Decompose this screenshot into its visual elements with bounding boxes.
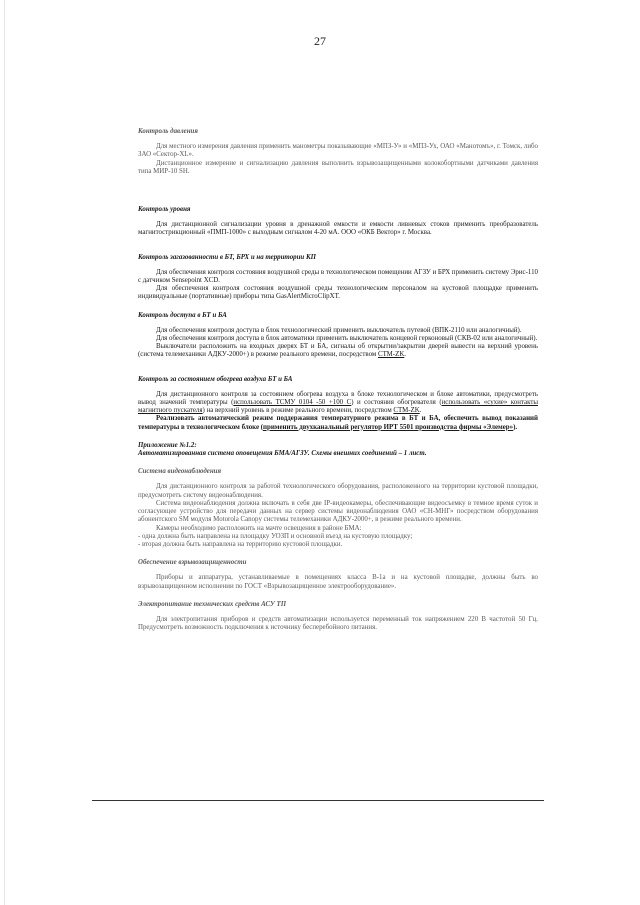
section-gas	[138, 254, 538, 302]
document-body	[138, 128, 538, 642]
section-pressure	[138, 128, 538, 176]
section-explosion-protection	[138, 559, 538, 591]
appendix-subtitle: Автоматизированная система оповещения БМА/АГЗУ. Схемы внешних соединений – 1 лист.	[138, 450, 427, 458]
section-heading: Контроль за состоянием обогрева воздуха БТ и БА	[138, 375, 293, 383]
reference-link: использовать «сухие» контакты магнитного пускателя	[138, 399, 538, 415]
reference-link: СТМ-ZK	[377, 351, 405, 359]
reference-link: применить двухканальный регулятор ИРТ 5501 производства фирмы «Элемер»	[263, 423, 514, 431]
appendix-title: Приложение №1.2:	[138, 441, 197, 449]
paragraph	[138, 415, 538, 431]
footer-divider	[92, 800, 544, 801]
paragraph: Для местного измерения давления применить манометры показывающие «МПЗ-У» и «МПЗ-Ух, ОАО «Манотомъ», г. Томск, либо ЗАО «Сектор-XL».	[138, 143, 538, 159]
section-heading: Контроль давления	[138, 128, 198, 135]
paragraph: Для обеспечения контроля доступа в блок технологический применить выключатель путевой (ВПК-2110 или аналогичный).	[156, 326, 522, 334]
paragraph: Для обеспечения контроля состояния воздушной среды в технологическом помещении АГЗУ и БРХ применить систему Эрис-110 с датчиком Sensepoint XCD.	[138, 268, 538, 285]
paragraph: Дистанционное измерение и сигнализацию давления выполнить взрывозащищенными колокобортными датчиками давления типа МИР-10 SH.	[138, 159, 538, 175]
section-heading: Система видеонаблюдения	[138, 468, 222, 476]
paragraph-text: ).	[513, 423, 518, 431]
paragraph-text: Для дистанционного контроля за состоянием обогрева воздуха в блоке технологическом и блоке автоматики, предусмотреть вывод значений температуры (	[138, 390, 538, 407]
section-access	[138, 312, 538, 360]
paragraph	[138, 391, 538, 416]
paragraph: Для обеспечения контроля доступа в блок автоматики применить выключатель концевой герконовый (СКВ-02 или аналогичный).	[156, 335, 538, 343]
section-heading: Контроль доступа в БТ и БА	[138, 311, 227, 319]
paragraph-text: ) на верхний уровень в режиме реального времени, посредством	[202, 407, 394, 415]
list-item: - одна должна быть направлена на площадку УОЗП и основной въезд на кустовую площадку;	[138, 532, 413, 540]
page-number: 27	[314, 34, 326, 48]
scan-edge	[4, 0, 5, 905]
reference-link: СТМ-ZK	[393, 407, 420, 415]
paragraph-text: Выключатели расположить на входных дверях БТ и БА, сигналы об открытии/закрытии дверей вывести на верхний уровень (система телемеханики АДКУ-2000+) в режиме реального времени, посредством	[138, 343, 538, 359]
section-video	[138, 468, 538, 549]
section-heading: Обеспечение взрывозащищенности	[138, 559, 247, 567]
paragraph: Для электропитания приборов и средств автоматизации используется переменный ток напряжением 220 В частотой 50 Гц. Предусмотреть возможность подключения к источнику бесперебойного питания.	[138, 615, 538, 632]
section-heading: Контроль уровня	[138, 206, 191, 214]
section-heading: Электропитание технических средств АСУ ТП	[138, 600, 287, 608]
paragraph: Система видеонаблюдения должна включать в себя две IP-видеокамеры, обеспечивающие видеосъемку в темное время суток и согласующее устройство для передачи данных на сервер системы видеонаблюдения ОАО «СН-МНГ» посредством оборудования абонентского SM модуля Motorola Canopy системы телемеханики АДКУ-2000+, в режиме реального времени.	[138, 499, 538, 524]
paragraph	[138, 343, 538, 359]
paragraph: Для обеспечения контроля состояния воздушной среды технологическим персоналом на кустовой площадке применить индивидуальные (портативные) приборы типа GasAlertMicroClipXT.	[138, 285, 538, 301]
section-power-supply	[138, 601, 538, 633]
paragraph-text: Реализовать автоматический режим поддержания температурного режима в БТ и БА, обеспечить вывод показаний температуры в технологическом блоке (	[138, 415, 538, 431]
paragraph-text: .	[419, 407, 422, 415]
list-item: - вторая должна быть направлена на территорию кустовой площадки.	[138, 540, 343, 548]
reference-link: использовать ТСМУ 0104 -50 +100 С	[233, 399, 352, 407]
section-heating	[138, 376, 538, 432]
section-level	[138, 206, 538, 238]
section-heading: Контроль загазованности в БТ, БРХ и на территории КП	[138, 253, 317, 261]
appendix-block	[138, 442, 538, 458]
paragraph: Для дистанционного контроля за работой технологического оборудования, расположенного на территории кустовой площадки, предусмотреть систему видеонаблюдения.	[138, 483, 538, 499]
paragraph: Приборы и аппаратура, устанавливаемые в помещениях класса В-1а и на кустовой площадке, должны быть во взрывозащищенном исполнении по ГОСТ «Взрывозащищенное электрооборудование».	[138, 574, 538, 590]
paragraph-text: .	[404, 351, 407, 359]
paragraph: Для дистанционной сигнализации уровня в дренажной емкости и емкости ливневых стоков применить преобразователь магнитострикционный «ПМП-1000» с выходным сигналом 4-20 мА. ООО «ОКБ Вектор» г. Москва.	[138, 221, 538, 237]
paragraph: Камеры необходимо расположить на мачте освещения в районе БМА:	[156, 524, 362, 532]
paragraph-text: ) и состояния обогревателя (	[351, 399, 442, 407]
